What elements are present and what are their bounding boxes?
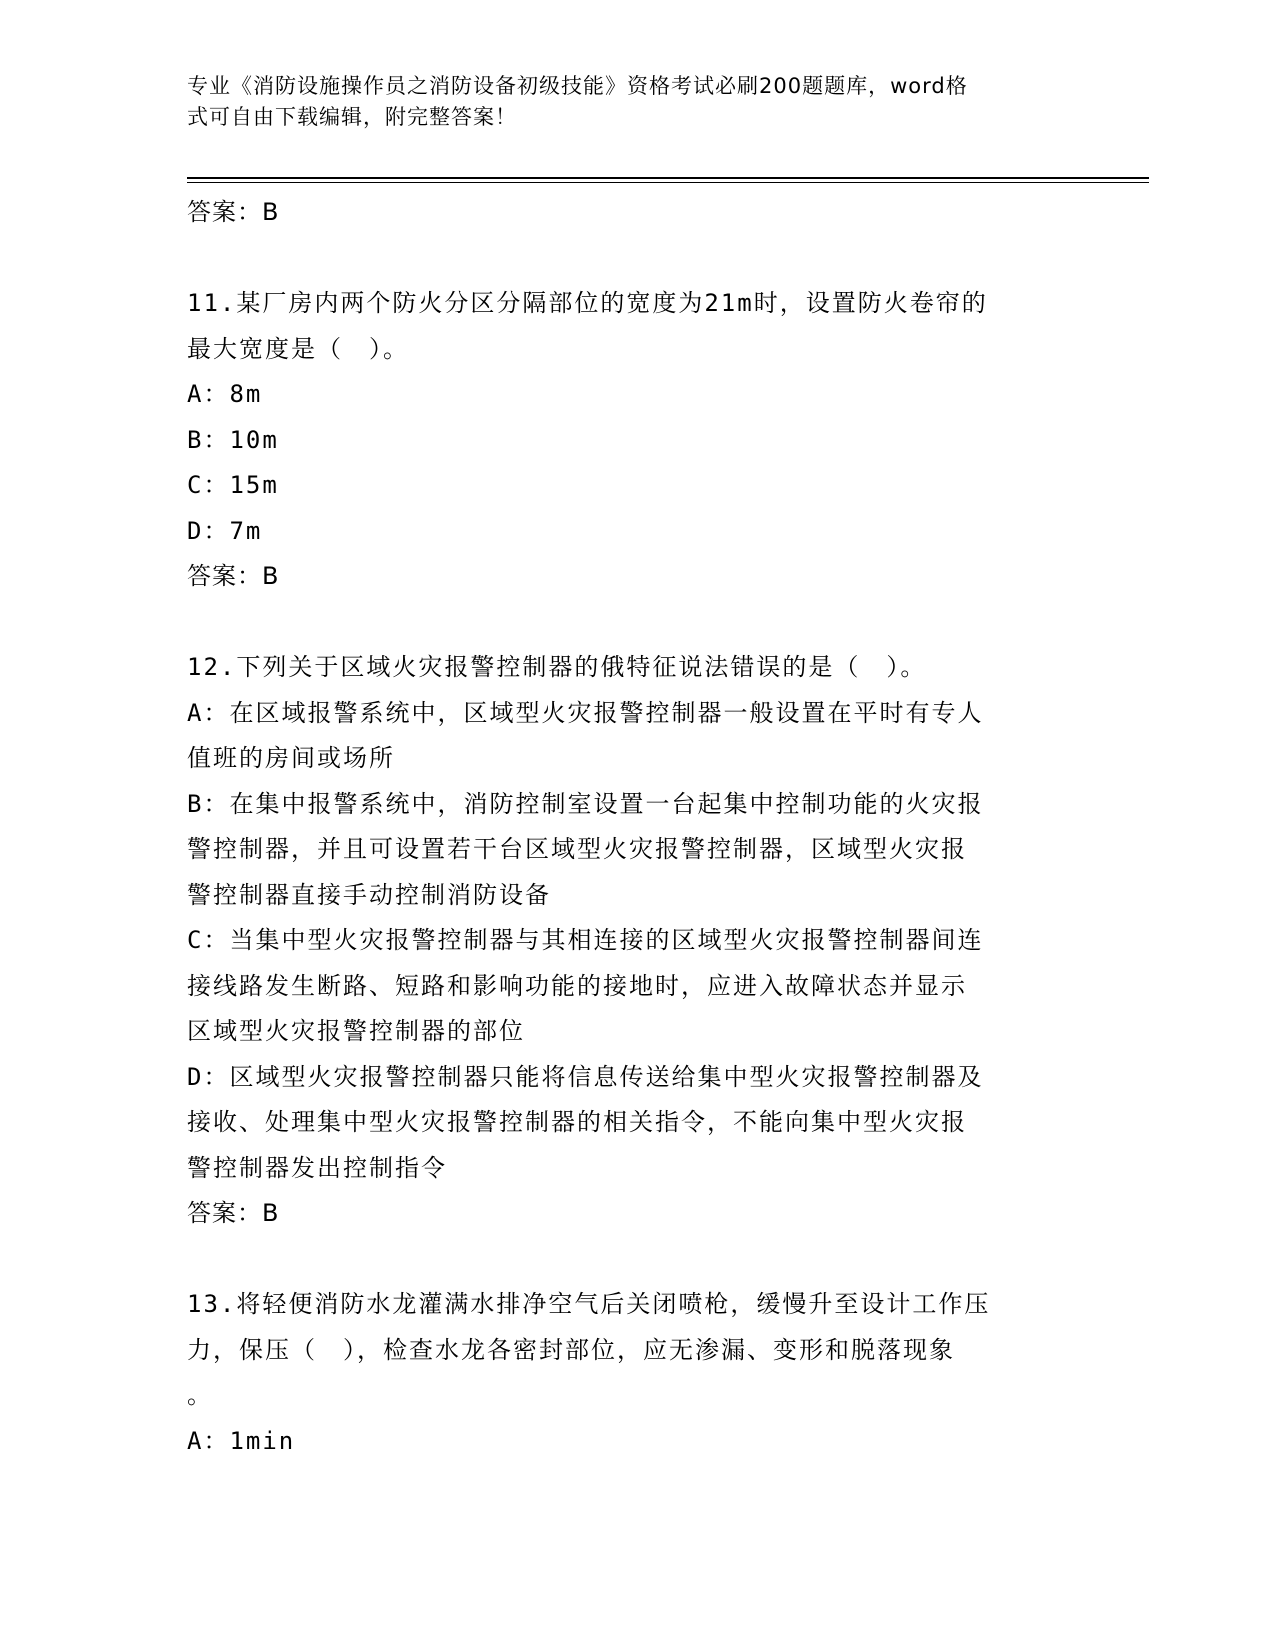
option-b: B：在集中报警系统中，消防控制室设置一台起集中控制功能的火灾报 <box>187 789 984 818</box>
answer-line: 答案：B <box>187 198 280 226</box>
document-body <box>187 190 1082 1464</box>
question-stem: 12.下列关于区域火灾报警控制器的俄特征说法错误的是（ ）。 <box>187 653 927 681</box>
option-b-cont: 警控制器直接手动控制消防设备 <box>187 880 551 909</box>
option-b: B：10m <box>187 425 279 454</box>
document-header <box>187 71 1067 133</box>
spacer <box>187 236 1082 282</box>
spacer <box>187 1237 1082 1283</box>
question-stem: 13.将轻便消防水龙灌满水排净空气后关闭喷枪，缓慢升至设计工作压 <box>187 1290 991 1318</box>
question-stem: 最大宽度是（ ）。 <box>187 334 409 363</box>
header-divider-thin <box>187 182 1149 183</box>
header-divider-thick <box>187 177 1149 179</box>
option-a-cont: 值班的房间或场所 <box>187 744 395 772</box>
option-a: A：在区域报警系统中，区域型火灾报警控制器一般设置在平时有专人 <box>187 698 984 727</box>
option-d-cont: 接收、处理集中型火灾报警控制器的相关指令，不能向集中型火灾报 <box>187 1108 967 1136</box>
option-d-cont: 警控制器发出控制指令 <box>187 1153 447 1182</box>
question-13 <box>187 1282 1082 1464</box>
option-d: D：7m <box>187 516 263 545</box>
question-stem: 力，保压（ ），检查水龙各密封部位，应无渗漏、变形和脱落现象 <box>187 1335 955 1364</box>
option-d: D：区域型火灾报警控制器只能将信息传送给集中型火灾报警控制器及 <box>187 1062 984 1091</box>
option-b-cont: 警控制器，并且可设置若干台区域型火灾报警控制器，区域型火灾报 <box>187 835 967 863</box>
answer-line: 答案：B <box>187 562 280 590</box>
option-a: A：1min <box>187 1426 296 1455</box>
question-stem: 11.某厂房内两个防火分区分隔部位的宽度为21m时，设置防火卷帘的 <box>187 289 988 317</box>
answer-line: 答案：B <box>187 1199 280 1227</box>
option-c: C：当集中型火灾报警控制器与其相连接的区域型火灾报警控制器间连 <box>187 926 984 954</box>
header-line-1: 专业《消防设施操作员之消防设备初级技能》资格考试必刷200题题库，word格 <box>187 74 968 98</box>
spacer <box>187 600 1082 646</box>
question-12 <box>187 645 1082 1237</box>
option-a: A：8m <box>187 380 263 408</box>
header-line-2: 式可自由下载编辑，附完整答案！ <box>187 105 517 129</box>
option-c: C：15m <box>187 471 279 499</box>
question-stem: 。 <box>187 1381 213 1409</box>
question-11 <box>187 281 1082 600</box>
option-c-cont: 接线路发生断路、短路和影响功能的接地时，应进入故障状态并显示 <box>187 971 967 1000</box>
option-c-cont: 区域型火灾报警控制器的部位 <box>187 1017 525 1045</box>
